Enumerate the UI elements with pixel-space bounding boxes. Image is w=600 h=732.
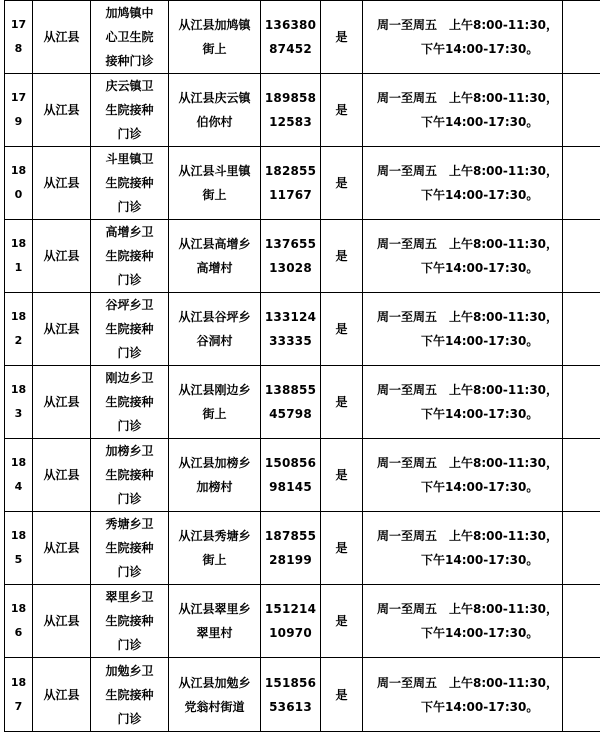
clinic-name-line: 加鸠镇中 [91,1,168,25]
notes-cell [563,220,600,293]
county-cell: 从江县 [33,74,91,147]
clinic-name-line: 门诊 [91,122,168,146]
table-row [5,220,600,293]
phone-cell [261,147,321,220]
hours-line: 周一至周五 上午8:00-11:30， [377,378,562,402]
clinic-name-line: 秀塘乡卫 [91,512,168,536]
address-cell [169,512,261,585]
phone-cell [261,74,321,147]
phone-cell [261,1,321,74]
row-number-part: 18 [5,524,32,548]
county-cell: 从江县 [33,147,91,220]
row-number-part: 1 [5,256,32,280]
phone-part: 136380 [261,13,320,37]
address-line: 从江县加鸠镇 [169,13,260,37]
clinic-name-line: 门诊 [91,268,168,292]
hours-line: 下午14:00-17:30。 [377,329,562,353]
clinic-name-line: 刚边乡卫 [91,366,168,390]
county-cell: 从江县 [33,293,91,366]
address-cell [169,74,261,147]
row-number-part: 18 [5,305,32,329]
hours-line: 周一至周五 上午8:00-11:30， [377,597,562,621]
address-line: 从江县加勉乡 [169,671,260,695]
address-line: 从江县斗里镇 [169,159,260,183]
phone-part: 151856 [261,671,320,695]
row-number-cell [5,658,33,732]
address-line: 高增村 [169,256,260,280]
address-cell [169,585,261,658]
row-number-part: 0 [5,183,32,207]
notes-cell [563,512,600,585]
notes-cell [563,366,600,439]
hours-line: 下午14:00-17:30。 [377,183,562,207]
notes-cell [563,147,600,220]
clinic-name-line: 生院接种 [91,609,168,633]
hours-cell [363,366,563,439]
address-line: 谷洞村 [169,329,260,353]
county-cell: 从江县 [33,1,91,74]
address-cell [169,293,261,366]
row-number-part: 18 [5,451,32,475]
clinic-name-cell [91,439,169,512]
phone-cell [261,220,321,293]
address-line: 街上 [169,402,260,426]
phone-part: 12583 [261,110,320,134]
address-line: 从江县刚边乡 [169,378,260,402]
hours-cell [363,439,563,512]
row-number-part: 18 [5,159,32,183]
phone-cell [261,293,321,366]
phone-cell [261,366,321,439]
address-line: 从江县谷坪乡 [169,305,260,329]
clinic-name-cell [91,1,169,74]
row-number-part: 5 [5,548,32,572]
table-row [5,74,600,147]
flag-cell: 是 [321,585,363,658]
phone-cell [261,658,321,732]
table-row [5,512,600,585]
hours-cell [363,585,563,658]
phone-part: 45798 [261,402,320,426]
clinic-name-line: 生院接种 [91,390,168,414]
hours-line: 下午14:00-17:30。 [377,110,562,134]
flag-cell: 是 [321,1,363,74]
phone-part: 13028 [261,256,320,280]
row-number-cell [5,439,33,512]
flag-cell: 是 [321,439,363,512]
address-cell [169,220,261,293]
hours-line: 周一至周五 上午8:00-11:30， [377,524,562,548]
hours-line: 周一至周五 上午8:00-11:30， [377,13,562,37]
row-number-part: 3 [5,402,32,426]
hours-line: 下午14:00-17:30。 [377,621,562,645]
clinic-name-line: 门诊 [91,560,168,584]
clinic-name-line: 庆云镇卫 [91,74,168,98]
flag-cell: 是 [321,74,363,147]
clinic-name-line: 生院接种 [91,683,168,707]
phone-part: 138855 [261,378,320,402]
row-number-part: 8 [5,37,32,61]
hours-cell [363,220,563,293]
row-number-part: 9 [5,110,32,134]
clinic-name-line: 生院接种 [91,98,168,122]
clinic-name-line: 门诊 [91,341,168,365]
clinic-name-cell [91,220,169,293]
clinic-name-line: 门诊 [91,633,168,657]
hours-cell [363,1,563,74]
row-number-cell [5,220,33,293]
hours-line: 下午14:00-17:30。 [377,256,562,280]
hours-cell [363,74,563,147]
address-cell [169,658,261,732]
phone-part: 133124 [261,305,320,329]
table-row [5,293,600,366]
hours-line: 下午14:00-17:30。 [377,548,562,572]
clinic-name-line: 翠里乡卫 [91,585,168,609]
hours-cell [363,658,563,732]
clinic-name-cell [91,585,169,658]
address-cell [169,147,261,220]
hours-line: 周一至周五 上午8:00-11:30， [377,232,562,256]
hours-line: 周一至周五 上午8:00-11:30， [377,305,562,329]
row-number-part: 4 [5,475,32,499]
address-line: 街上 [169,183,260,207]
row-number-part: 2 [5,329,32,353]
address-cell [169,366,261,439]
address-line: 翠里村 [169,621,260,645]
address-line: 从江县翠里乡 [169,597,260,621]
clinic-name-line: 生院接种 [91,536,168,560]
address-line: 党翁村街道 [169,695,260,719]
row-number-part: 18 [5,378,32,402]
phone-part: 28199 [261,548,320,572]
address-line: 从江县加榜乡 [169,451,260,475]
notes-cell [563,439,600,512]
clinic-name-line: 门诊 [91,195,168,219]
flag-cell: 是 [321,147,363,220]
clinic-name-line: 谷坪乡卫 [91,293,168,317]
phone-part: 150856 [261,451,320,475]
phone-part: 137655 [261,232,320,256]
county-cell: 从江县 [33,366,91,439]
county-cell: 从江县 [33,512,91,585]
county-cell: 从江县 [33,658,91,732]
notes-cell [563,293,600,366]
notes-cell [563,585,600,658]
phone-cell [261,585,321,658]
clinic-name-line: 接种门诊 [91,49,168,73]
hours-cell [363,293,563,366]
address-line: 街上 [169,37,260,61]
address-cell [169,439,261,512]
address-line: 从江县庆云镇 [169,86,260,110]
hours-cell [363,512,563,585]
clinic-name-line: 心卫生院 [91,25,168,49]
clinic-name-cell [91,658,169,732]
table-row [5,1,600,74]
hours-line: 下午14:00-17:30。 [377,475,562,499]
phone-part: 33335 [261,329,320,353]
hours-line: 下午14:00-17:30。 [377,402,562,426]
table-row [5,658,600,732]
row-number-part: 7 [5,695,32,719]
clinic-table-body [5,1,600,732]
hours-line: 下午14:00-17:30。 [377,37,562,61]
phone-part: 187855 [261,524,320,548]
hours-line: 周一至周五 上午8:00-11:30， [377,159,562,183]
county-cell: 从江县 [33,439,91,512]
phone-cell [261,512,321,585]
row-number-part: 18 [5,232,32,256]
county-cell: 从江县 [33,585,91,658]
address-cell [169,1,261,74]
clinic-name-line: 斗里镇卫 [91,147,168,171]
flag-cell: 是 [321,220,363,293]
table-row [5,366,600,439]
phone-part: 98145 [261,475,320,499]
flag-cell: 是 [321,366,363,439]
flag-cell: 是 [321,512,363,585]
row-number-cell [5,512,33,585]
clinic-name-line: 生院接种 [91,317,168,341]
phone-part: 11767 [261,183,320,207]
row-number-cell [5,74,33,147]
table-row [5,147,600,220]
row-number-cell [5,1,33,74]
clinic-name-line: 门诊 [91,487,168,511]
notes-cell [563,658,600,732]
row-number-cell [5,293,33,366]
flag-cell: 是 [321,293,363,366]
clinic-name-line: 生院接种 [91,463,168,487]
address-line: 街上 [169,548,260,572]
row-number-part: 17 [5,13,32,37]
row-number-part: 18 [5,597,32,621]
clinic-name-cell [91,366,169,439]
hours-line: 周一至周五 上午8:00-11:30， [377,671,562,695]
clinic-name-line: 门诊 [91,707,168,731]
phone-part: 182855 [261,159,320,183]
phone-part: 53613 [261,695,320,719]
clinic-name-cell [91,147,169,220]
flag-cell: 是 [321,658,363,732]
clinic-name-line: 加榜乡卫 [91,439,168,463]
phone-cell [261,439,321,512]
table-row [5,439,600,512]
hours-line: 周一至周五 上午8:00-11:30， [377,86,562,110]
clinic-name-line: 高增乡卫 [91,220,168,244]
table-row [5,585,600,658]
hours-line: 下午14:00-17:30。 [377,695,562,719]
phone-part: 87452 [261,37,320,61]
row-number-cell [5,585,33,658]
row-number-cell [5,366,33,439]
hours-line: 周一至周五 上午8:00-11:30， [377,451,562,475]
hours-cell [363,147,563,220]
address-line: 伯你村 [169,110,260,134]
notes-cell [563,74,600,147]
clinic-name-line: 生院接种 [91,171,168,195]
clinic-table [4,0,600,732]
clinic-name-cell [91,293,169,366]
phone-part: 10970 [261,621,320,645]
clinic-name-line: 加勉乡卫 [91,659,168,683]
clinic-name-cell [91,74,169,147]
notes-cell [563,1,600,74]
clinic-name-line: 生院接种 [91,244,168,268]
county-cell: 从江县 [33,220,91,293]
clinic-name-line: 门诊 [91,414,168,438]
row-number-part: 18 [5,671,32,695]
phone-part: 151214 [261,597,320,621]
phone-part: 189858 [261,86,320,110]
row-number-part: 17 [5,86,32,110]
address-line: 从江县秀塘乡 [169,524,260,548]
address-line: 加榜村 [169,475,260,499]
row-number-part: 6 [5,621,32,645]
row-number-cell [5,147,33,220]
clinic-name-cell [91,512,169,585]
address-line: 从江县高增乡 [169,232,260,256]
